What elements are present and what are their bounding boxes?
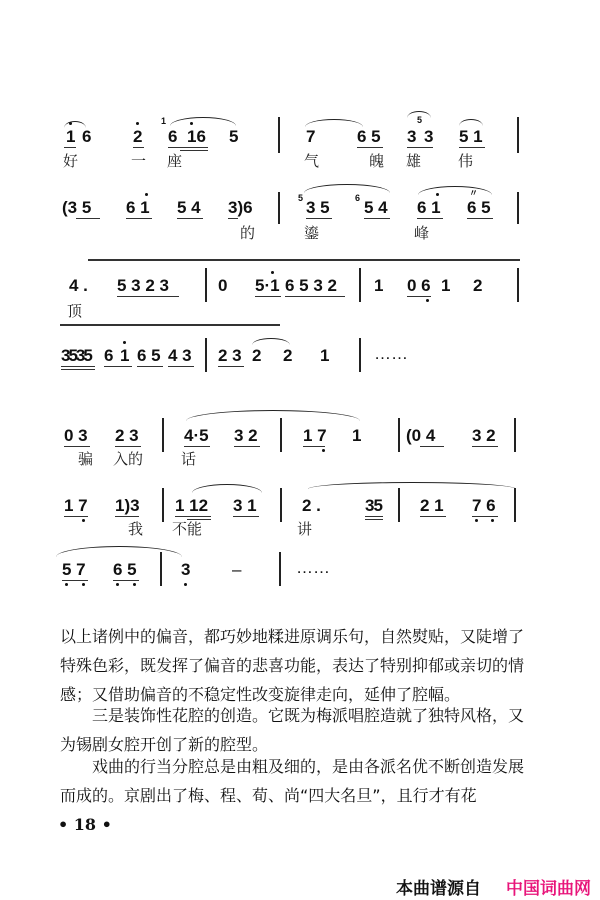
note: 7 6 — [472, 496, 496, 515]
octave-dot — [69, 122, 72, 125]
barline — [359, 268, 361, 302]
underline — [62, 580, 88, 581]
grace-note: 6 — [355, 193, 361, 203]
lyric: 伟 — [458, 152, 474, 170]
underline — [228, 218, 238, 219]
note: 2 — [473, 276, 483, 295]
underline — [104, 366, 132, 367]
lyric: 的 — [240, 224, 256, 242]
paragraph-2: 三是装饰性花腔的创造。它既为梅派唱腔造就了独特风格，又为锡剧女腔开创了新的腔型。 — [60, 706, 525, 754]
note: 3 2 — [472, 426, 496, 445]
note: – — [232, 560, 242, 579]
underline — [113, 580, 139, 581]
underline — [472, 516, 498, 517]
note: 0 — [218, 276, 228, 295]
note: 6 — [104, 346, 114, 365]
underline — [303, 446, 325, 447]
underline — [168, 147, 208, 148]
score-row-4 — [0, 330, 600, 400]
score-row-7 — [0, 546, 600, 616]
octave-dot — [82, 519, 85, 522]
slur — [459, 119, 483, 126]
underline — [364, 218, 390, 219]
octave-dot — [426, 299, 429, 302]
note: 2 — [252, 346, 262, 365]
barline — [359, 338, 361, 372]
underline — [467, 218, 493, 219]
barline — [514, 488, 516, 522]
underline — [234, 446, 260, 447]
lyric: 一 — [131, 152, 147, 170]
lyric: 不能 — [172, 520, 203, 538]
note: 2 1 — [420, 496, 444, 515]
slur — [305, 119, 363, 127]
lyric: 顶 — [67, 302, 83, 320]
note: 2 3 — [218, 346, 242, 365]
slur — [192, 484, 262, 493]
octave-dot — [190, 122, 193, 125]
note: 2 — [283, 346, 293, 365]
note: 6 5 — [137, 346, 161, 365]
note: 1 — [374, 276, 384, 295]
barline — [205, 268, 207, 302]
note: 5·1 — [255, 276, 280, 295]
note: 1 — [320, 346, 330, 365]
underline — [133, 147, 144, 148]
ellipsis: …… — [374, 344, 408, 363]
lyric: 鎏 — [304, 224, 320, 242]
note: (3 5 — [62, 198, 92, 217]
note: 1 — [441, 276, 451, 295]
underline — [64, 147, 76, 148]
underline — [417, 218, 443, 219]
note: 35 — [365, 496, 382, 515]
underline — [407, 147, 433, 148]
slur — [252, 338, 290, 345]
lyric: 讲 — [297, 520, 313, 538]
underline — [255, 296, 281, 297]
lyric: 骗 — [78, 450, 94, 468]
note: 3 5 — [306, 198, 330, 217]
slur — [186, 410, 360, 421]
note: 1)3 — [115, 496, 140, 515]
underline — [180, 150, 208, 151]
barline — [160, 552, 162, 586]
note: 1 7 — [64, 496, 88, 515]
note: 4 3 — [168, 346, 192, 365]
underline — [357, 147, 383, 148]
underline — [365, 516, 383, 517]
barline — [517, 192, 519, 224]
note: 3)6 — [228, 198, 253, 217]
note: 3 — [424, 127, 434, 146]
grace-note: 5 — [298, 193, 304, 203]
lyric: 雄 — [406, 152, 422, 170]
note: (0 4 — [406, 426, 436, 445]
note: 5 3 2 3 — [117, 276, 169, 295]
underline — [306, 218, 332, 219]
note: 4·5 — [184, 426, 209, 445]
octave-dot — [491, 519, 494, 522]
octave-dot — [436, 193, 439, 196]
lyric: 座 — [167, 152, 183, 170]
note: 6 5 — [357, 127, 381, 146]
barline — [280, 418, 282, 452]
score-row-1 — [0, 95, 600, 170]
note: 6 1 — [126, 198, 150, 217]
note: 1 — [66, 127, 76, 146]
underline — [365, 519, 383, 520]
slur — [304, 184, 390, 193]
note: 3 1 — [233, 496, 257, 515]
phrase-line — [60, 324, 280, 326]
note: 1 12 — [175, 496, 209, 515]
note: 3 2 — [234, 426, 258, 445]
octave-dot — [145, 193, 148, 196]
note: 5 4 — [364, 198, 388, 217]
underline — [64, 446, 90, 447]
octave-dot — [184, 583, 187, 586]
slur — [56, 546, 182, 557]
note: 6 5 — [467, 198, 491, 217]
lyric: 好 — [63, 152, 79, 170]
note: 3 — [407, 127, 417, 146]
octave-dot — [116, 583, 119, 586]
lyric: 入的 — [113, 450, 144, 468]
underline — [177, 218, 203, 219]
underline — [61, 369, 95, 370]
note: 2 3 — [115, 426, 139, 445]
underline — [218, 366, 244, 367]
note: 6 5 3 2 — [285, 276, 337, 295]
octave-dot — [475, 519, 478, 522]
underline — [137, 366, 163, 367]
watermark-prefix: 本曲谱源自 — [396, 879, 481, 899]
barline — [517, 117, 519, 153]
barline — [514, 418, 516, 452]
underline — [472, 446, 498, 447]
page-number: • 18 • — [58, 815, 112, 834]
note: 6 1 — [417, 198, 441, 217]
underline — [233, 516, 259, 517]
lyric: 话 — [181, 450, 197, 468]
body-text — [60, 701, 530, 759]
underline — [459, 147, 485, 148]
underline — [64, 516, 88, 517]
grace-note: 1 — [161, 116, 167, 126]
underline — [420, 446, 444, 447]
barline — [162, 418, 164, 452]
note: 1 7 — [303, 426, 327, 445]
note: 5 4 — [177, 198, 201, 217]
note: 2 . — [302, 496, 321, 515]
underline — [168, 366, 194, 367]
underline — [175, 516, 211, 517]
lyric: 魄 — [369, 152, 385, 170]
body-text — [60, 752, 530, 810]
note: 5 1 — [459, 127, 483, 146]
note: 1 — [120, 346, 130, 365]
barline — [398, 418, 400, 452]
barline — [278, 192, 280, 224]
underline — [117, 296, 179, 297]
octave-dot — [65, 583, 68, 586]
note: 0 6 — [407, 276, 431, 295]
underline — [76, 218, 100, 219]
barline — [279, 552, 281, 586]
underline — [115, 516, 139, 517]
score-row-6 — [0, 482, 600, 552]
lyric: 峰 — [414, 224, 430, 242]
underline — [184, 446, 210, 447]
ornament-mark: 〃 — [469, 188, 479, 198]
note: 3 — [181, 560, 191, 579]
note: 6 5 — [113, 560, 137, 579]
underline — [407, 296, 431, 297]
underline — [285, 296, 345, 297]
underline — [420, 516, 446, 517]
score-row-2 — [0, 180, 600, 250]
slur — [170, 117, 236, 126]
note: 0 3 — [64, 426, 88, 445]
octave-dot — [136, 122, 139, 125]
slur — [418, 186, 492, 195]
note: 3535 — [61, 346, 91, 365]
body-text — [60, 622, 530, 709]
barline — [398, 488, 400, 522]
octave-dot — [322, 449, 325, 452]
note: 7 — [306, 127, 316, 146]
score-row-3 — [0, 258, 600, 328]
note: 6 — [168, 127, 178, 146]
note: 4 . — [69, 276, 88, 295]
barline — [162, 488, 164, 522]
grace-note: 5 — [417, 115, 423, 125]
lyric: 我 — [128, 520, 144, 538]
barline — [280, 488, 282, 522]
underline — [61, 366, 95, 367]
barline — [205, 338, 207, 372]
note: 1 — [352, 426, 362, 445]
octave-dot — [133, 583, 136, 586]
note: 5 — [229, 127, 239, 146]
barline — [278, 117, 280, 153]
underline — [115, 446, 141, 447]
underline — [126, 218, 152, 219]
ellipsis: …… — [296, 558, 330, 577]
octave-dot — [123, 341, 126, 344]
note: 6 — [82, 127, 92, 146]
octave-dot — [271, 271, 274, 274]
watermark-site-link[interactable]: 中国词曲网 — [506, 879, 591, 899]
note: 2 — [133, 127, 143, 146]
score-row-5 — [0, 408, 600, 478]
paragraph-1: 以上诸例中的偏音，都巧妙地糅进原调乐句，自然熨贴，又陡增了特殊色彩，既发挥了偏音的悲喜功能，表达了特别抑郁或亲切的情感；又借助偏音的不稳定性改变旋律走向，延伸了腔幅。 — [60, 627, 525, 704]
note: 5 7 — [62, 560, 86, 579]
paragraph-3: 戏曲的行当分腔总是由粗及细的，是由各派名优不断创造发展而成的。京剧出了梅、程、荀、尚“四大名旦”，且行才有花 — [60, 757, 525, 805]
lyric: 气 — [304, 152, 320, 170]
barline — [517, 268, 519, 302]
octave-dot — [82, 583, 85, 586]
note: 16 — [187, 127, 206, 146]
slur — [308, 482, 516, 489]
